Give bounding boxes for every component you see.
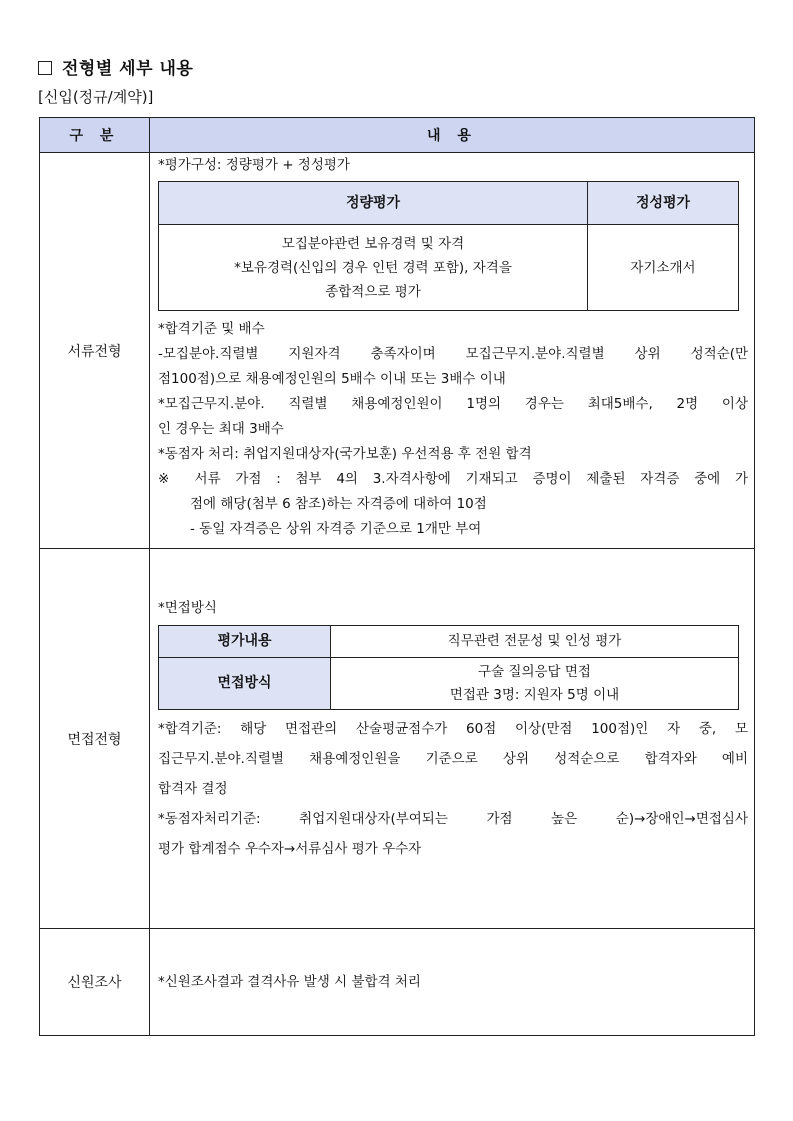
selection-table [39,117,755,1036]
interview-method-header: 면접방식 [159,658,331,710]
subtitle: [신입(정규/계약)] [38,88,154,106]
interview-criteria-line: 합격자 결정 [158,781,228,797]
interview-method-value [331,658,739,710]
content-interview [150,549,755,929]
quant-line: 모집분야관련 보유경력 및 자격 [281,235,465,252]
background-check-line: *신원조사결과 결격사유 발생 시 불합격 처리 [158,973,421,990]
quant-line: 종합적으로 평가 [325,283,421,300]
page-title [38,54,193,79]
row-document-screening [40,153,755,549]
quant-line: *보유경력(신입의 경우 인턴 경력 포함), 자격을 [234,259,512,276]
qual-header: 정성평가 [588,182,739,225]
evaluation-table [158,181,739,311]
header-content: 내 용 [150,118,755,153]
header-category: 구 분 [40,118,150,153]
qual-content: 자기소개서 [588,225,739,311]
interview-method-table [158,625,739,710]
criteria-line: *모집근무지.분야. 직렬별 채용예정인원이 1명의 경우는 최대5배수, 2명 이상 [158,396,748,412]
tie-rule-line: *동점자 처리: 취업지원대상자(국가보훈) 우선적용 후 전원 합격 [158,446,532,462]
interview-tie-line: *동점자처리기준: 취업지원대상자(부여되는 가점 높은 순)→장애인→면접심사 [158,811,748,827]
interview-method-title: *면접방식 [158,600,217,616]
interview-method-line: 면접관 3명: 지원자 5명 이내 [449,686,620,703]
criteria-line: -모집분야.직렬별 지원자격 충족자이며 모집근무지.분야.직렬별 상위 성적순(만 [158,346,748,362]
quant-content [159,225,588,311]
content-background-check [150,929,755,1036]
criteria-line: 점100점)으로 채용예정인원의 5배수 이내 또는 3배수 이내 [158,371,506,387]
interview-method-line: 구술 질의응답 면접 [478,663,591,680]
bonus-note-line: 점에 해당(첨부 6 참조)하는 자격증에 대하여 10점 [190,496,487,512]
interview-criteria-line: 집근무지.분야.직렬별 채용예정인원을 기준으로 상위 성적순으로 합격자와 예비 [158,751,748,767]
eval-content-value: 직무관련 전문성 및 인성 평가 [331,626,739,658]
page-title-text: 전형별 세부 내용 [62,59,194,79]
content-document-screening [150,153,755,549]
checkbox-square-icon [38,61,52,75]
bonus-note-line: ※ 서류 가점 : 첨부 4의 3.자격사항에 기재되고 증명이 제출된 자격증 중에 가 [158,471,748,487]
criteria-line: 인 경우는 최대 3배수 [158,421,284,437]
label-background-check: 신원조사 [40,929,150,1036]
label-interview: 면접전형 [40,549,150,929]
quant-header: 정량평가 [159,182,588,225]
criteria-line: *합격기준 및 배수 [158,321,265,337]
label-document-screening: 서류전형 [40,153,150,549]
bonus-note-line: - 동일 자격증은 상위 자격증 기준으로 1개만 부여 [190,521,482,537]
header-row [40,118,755,153]
interview-tie-line: 평가 합계점수 우수자→서류심사 평가 우수자 [158,841,422,857]
composition-text: *평가구성: 정량평가 + 정성평가 [158,157,350,173]
eval-content-header: 평가내용 [159,626,331,658]
row-background-check [40,929,755,1036]
row-interview [40,549,755,929]
interview-criteria-line: *합격기준: 해당 면접관의 산술평균점수가 60점 이상(만점 100점)인 자 중, 모 [158,721,748,737]
